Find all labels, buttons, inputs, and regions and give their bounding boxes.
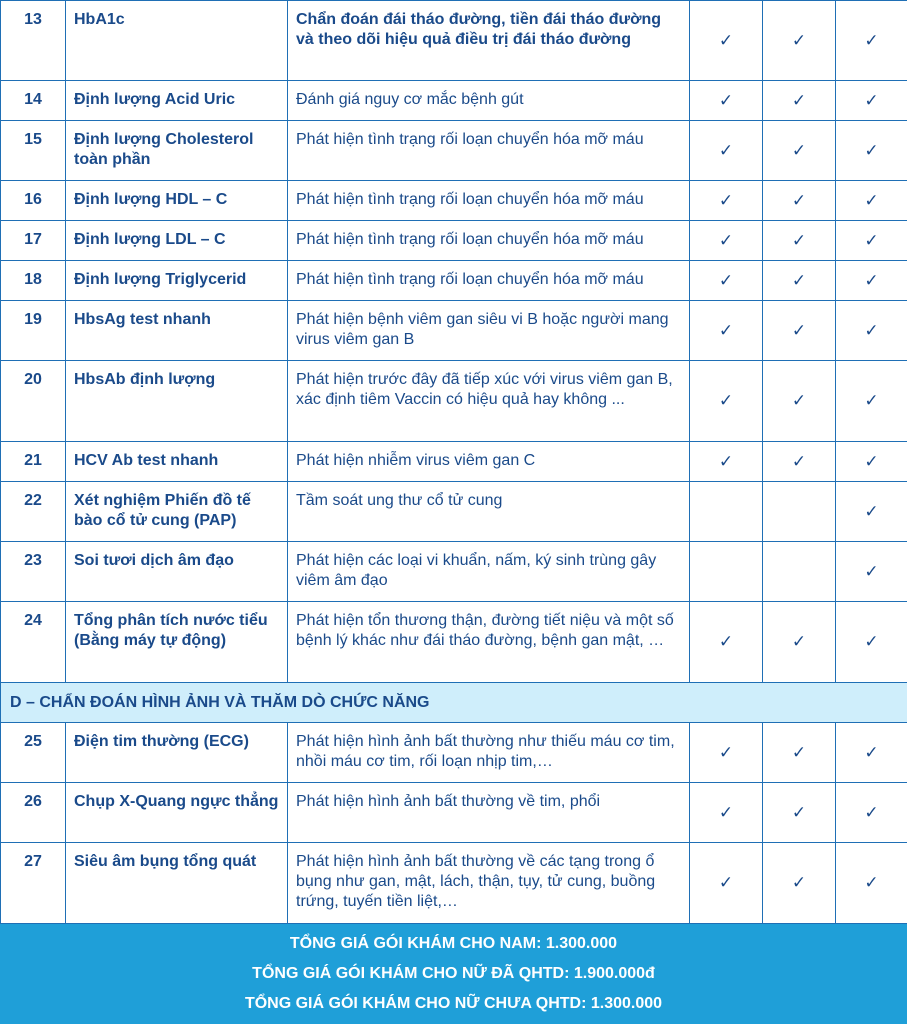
test-purpose: Phát hiện tình trạng rối loạn chuyển hóa mỡ máu	[288, 121, 690, 181]
table-row	[1, 301, 907, 361]
test-name: Điện tim thường (ECG)	[66, 723, 288, 783]
table-row	[1, 361, 907, 442]
check-female-single: ✓	[836, 301, 907, 361]
check-female-married: ✓	[763, 1, 836, 81]
test-purpose: Tầm soát ung thư cổ tử cung	[288, 482, 690, 542]
test-name: Siêu âm bụng tổng quát	[66, 843, 288, 924]
test-name: HbA1c	[66, 1, 288, 81]
check-female-single: ✓	[836, 181, 907, 221]
check-female-married	[763, 542, 836, 602]
lab-tests-rows	[1, 1, 907, 683]
test-purpose: Phát hiện hình ảnh bất thường về tim, phổi	[288, 783, 690, 843]
test-purpose: Phát hiện trước đây đã tiếp xúc với virus viêm gan B, xác định tiêm Vaccin có hiệu quả hay không ...	[288, 361, 690, 442]
check-female-married: ✓	[763, 442, 836, 482]
test-name: Soi tươi dịch âm đạo	[66, 542, 288, 602]
row-number: 22	[1, 482, 66, 542]
test-purpose: Phát hiện tình trạng rối loạn chuyển hóa mỡ máu	[288, 181, 690, 221]
table-row	[1, 542, 907, 602]
check-male: ✓	[690, 723, 763, 783]
row-number: 23	[1, 542, 66, 602]
price-female-single: TỔNG GIÁ GÓI KHÁM CHO NỮ CHƯA QHTD: 1.300.000	[244, 995, 663, 1012]
check-male: ✓	[690, 221, 763, 261]
test-name: Tổng phân tích nước tiểu (Bằng máy tự động)	[66, 602, 288, 683]
table-row	[1, 121, 907, 181]
check-female-single: ✓	[836, 482, 907, 542]
check-female-single: ✓	[836, 361, 907, 442]
table-row	[1, 1, 907, 81]
row-number: 18	[1, 261, 66, 301]
test-name: Định lượng LDL – C	[66, 221, 288, 261]
row-number: 25	[1, 723, 66, 783]
table-row	[1, 261, 907, 301]
check-male: ✓	[690, 81, 763, 121]
row-number: 24	[1, 602, 66, 683]
check-female-single: ✓	[836, 121, 907, 181]
price-female-married: TỔNG GIÁ GÓI KHÁM CHO NỮ ĐÃ QHTD: 1.900.000đ	[252, 965, 655, 982]
test-purpose: Phát hiện hình ảnh bất thường về các tạng trong ổ bụng như gan, mật, lách, thận, tụy, tử cung, buồng trứng, tuyến tiền liệt,…	[288, 843, 690, 924]
test-name: HbsAg test nhanh	[66, 301, 288, 361]
check-female-married: ✓	[763, 221, 836, 261]
test-purpose: Đánh giá nguy cơ mắc bệnh gút	[288, 81, 690, 121]
check-female-married	[763, 482, 836, 542]
test-name: Định lượng Acid Uric	[66, 81, 288, 121]
row-number: 27	[1, 843, 66, 924]
test-purpose: Phát hiện tổn thương thận, đường tiết niệu và một số bệnh lý khác như đái tháo đường, bệnh gan mật, …	[288, 602, 690, 683]
check-female-married: ✓	[763, 843, 836, 924]
table-row	[1, 221, 907, 261]
imaging-rows	[1, 723, 907, 924]
section-d-header	[1, 683, 907, 723]
row-number: 16	[1, 181, 66, 221]
check-female-single: ✓	[836, 442, 907, 482]
row-number: 26	[1, 783, 66, 843]
check-female-married: ✓	[763, 602, 836, 683]
check-female-single: ✓	[836, 81, 907, 121]
check-female-married: ✓	[763, 301, 836, 361]
row-number: 17	[1, 221, 66, 261]
check-male: ✓	[690, 261, 763, 301]
table-row	[1, 723, 907, 783]
section-d-title: D – CHẨN ĐOÁN HÌNH ẢNH VÀ THĂM DÒ CHỨC NĂNG	[1, 683, 907, 723]
check-female-married: ✓	[763, 81, 836, 121]
test-name: HbsAb định lượng	[66, 361, 288, 442]
check-female-married: ✓	[763, 121, 836, 181]
test-name: Định lượng HDL – C	[66, 181, 288, 221]
table-row	[1, 442, 907, 482]
price-male: TỔNG GIÁ GÓI KHÁM CHO NAM: 1.300.000	[289, 935, 618, 952]
check-female-married: ✓	[763, 723, 836, 783]
test-purpose: Phát hiện tình trạng rối loạn chuyển hóa mỡ máu	[288, 261, 690, 301]
check-female-single: ✓	[836, 843, 907, 924]
row-number: 13	[1, 1, 66, 81]
check-female-single: ✓	[836, 1, 907, 81]
test-purpose: Phát hiện các loại vi khuẩn, nấm, ký sinh trùng gây viêm âm đạo	[288, 542, 690, 602]
check-male: ✓	[690, 783, 763, 843]
test-name: HCV Ab test nhanh	[66, 442, 288, 482]
table-row	[1, 602, 907, 683]
check-male: ✓	[690, 843, 763, 924]
check-female-single: ✓	[836, 602, 907, 683]
test-purpose: Phát hiện hình ảnh bất thường như thiếu máu cơ tim, nhồi máu cơ tim, rối loạn nhịp tim,…	[288, 723, 690, 783]
section-d	[1, 683, 907, 723]
check-male: ✓	[690, 361, 763, 442]
table-row	[1, 81, 907, 121]
test-name: Định lượng Cholesterol toàn phần	[66, 121, 288, 181]
row-number: 14	[1, 81, 66, 121]
check-female-single: ✓	[836, 261, 907, 301]
check-male	[690, 482, 763, 542]
row-number: 19	[1, 301, 66, 361]
check-male: ✓	[690, 121, 763, 181]
row-number: 20	[1, 361, 66, 442]
test-purpose: Phát hiện bệnh viêm gan siêu vi B hoặc người mang virus viêm gan B	[288, 301, 690, 361]
table-row	[1, 482, 907, 542]
check-male: ✓	[690, 442, 763, 482]
check-male: ✓	[690, 1, 763, 81]
test-name: Xét nghiệm Phiến đồ tế bào cổ tử cung (PAP)	[66, 482, 288, 542]
test-purpose: Phát hiện tình trạng rối loạn chuyển hóa mỡ máu	[288, 221, 690, 261]
check-female-single: ✓	[836, 221, 907, 261]
check-female-married: ✓	[763, 783, 836, 843]
check-male	[690, 542, 763, 602]
check-female-single: ✓	[836, 723, 907, 783]
price-summary	[0, 924, 907, 1024]
table-row	[1, 843, 907, 924]
table-row	[1, 783, 907, 843]
check-female-single: ✓	[836, 783, 907, 843]
test-name: Chụp X-Quang ngực thẳng	[66, 783, 288, 843]
check-male: ✓	[690, 181, 763, 221]
test-name: Định lượng Triglycerid	[66, 261, 288, 301]
test-purpose: Phát hiện nhiễm virus viêm gan C	[288, 442, 690, 482]
test-purpose: Chẩn đoán đái tháo đường, tiền đái tháo đường và theo dõi hiệu quả điều trị đái tháo đường	[288, 1, 690, 81]
check-female-married: ✓	[763, 361, 836, 442]
check-female-married: ✓	[763, 261, 836, 301]
check-female-single: ✓	[836, 542, 907, 602]
check-male: ✓	[690, 301, 763, 361]
table-row	[1, 181, 907, 221]
check-female-married: ✓	[763, 181, 836, 221]
check-male: ✓	[690, 602, 763, 683]
row-number: 15	[1, 121, 66, 181]
row-number: 21	[1, 442, 66, 482]
